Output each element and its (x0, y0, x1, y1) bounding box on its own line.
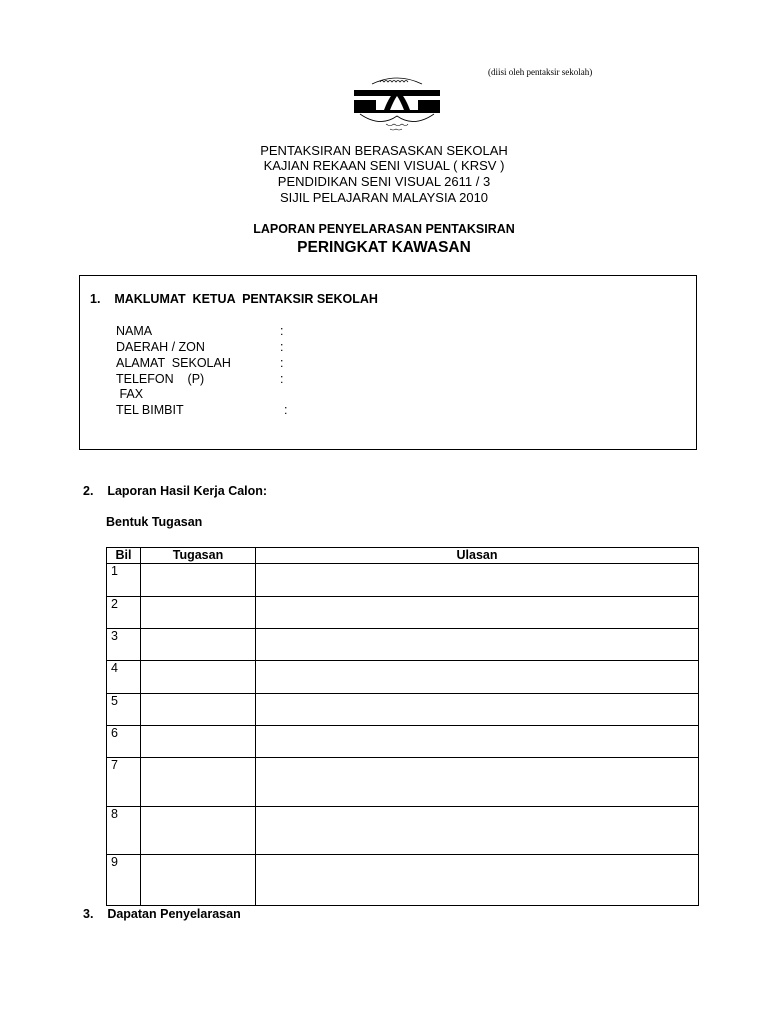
tugasan-cell[interactable] (141, 726, 256, 758)
field-tel-bimbit: TEL BIMBIT (116, 403, 184, 417)
section1-title: 1. MAKLUMAT KETUA PENTAKSIR SEKOLAH (90, 292, 378, 306)
table-row (107, 597, 699, 629)
ulasan-cell[interactable] (256, 694, 699, 726)
ulasan-cell[interactable] (256, 726, 699, 758)
table-header-row (107, 548, 699, 564)
lembaga-peperiksaan-logo (350, 72, 444, 134)
tugasan-cell[interactable] (141, 629, 256, 661)
field-daerah: DAERAH / ZON (116, 340, 205, 354)
level-title: PERINGKAT KAWASAN (297, 239, 471, 256)
table-row (107, 629, 699, 661)
row-number: 5 (107, 694, 141, 726)
tugasan-cell[interactable] (141, 597, 256, 629)
header-line-4: SIJIL PELAJARAN MALAYSIA 2010 (279, 190, 489, 205)
row-number: 4 (107, 661, 141, 694)
colon-nama: : (280, 324, 284, 338)
ulasan-cell[interactable] (256, 661, 699, 694)
header-line-1: PENTAKSIRAN BERASASKAN SEKOLAH (260, 143, 508, 158)
column-header-ulasan: Ulasan (256, 548, 699, 564)
row-number: 9 (107, 855, 141, 906)
field-telefon: TELEFON (P) (116, 372, 205, 386)
row-number: 3 (107, 629, 141, 661)
colon-tel-bimbit: : (284, 403, 288, 417)
tugasan-cell[interactable] (141, 564, 256, 597)
field-alamat: ALAMAT SEKOLAH (116, 356, 231, 370)
tugasan-cell[interactable] (141, 855, 256, 906)
tugasan-cell[interactable] (141, 807, 256, 855)
report-title: LAPORAN PENYELARASAN PENTAKSIRAN (253, 222, 515, 236)
section2-subtitle: Bentuk Tugasan (106, 515, 203, 529)
column-header-tugasan: Tugasan (141, 548, 256, 564)
ulasan-cell[interactable] (256, 807, 699, 855)
form-note: (diisi oleh pentaksir sekolah) (488, 67, 593, 77)
header-line-3: PENDIDIKAN SENI VISUAL 2611 / 3 (277, 174, 491, 189)
table-row (107, 758, 699, 807)
colon-daerah: : (280, 340, 284, 354)
table-row (107, 661, 699, 694)
row-number: 1 (107, 564, 141, 597)
colon-telefon: : (280, 372, 284, 386)
table-row (107, 726, 699, 758)
section3-title: 3. Dapatan Penyelarasan (83, 907, 241, 921)
section1-box (79, 275, 697, 450)
ulasan-cell[interactable] (256, 758, 699, 807)
row-number: 6 (107, 726, 141, 758)
colon-alamat: : (280, 356, 284, 370)
header-line-2: KAJIAN REKAAN SENI VISUAL ( KRSV ) (263, 158, 505, 173)
row-number: 2 (107, 597, 141, 629)
field-fax: FAX (116, 387, 144, 401)
table-row (107, 564, 699, 597)
field-nama: NAMA (116, 324, 153, 338)
tugasan-cell[interactable] (141, 758, 256, 807)
table-row (107, 694, 699, 726)
ulasan-cell[interactable] (256, 855, 699, 906)
row-number: 8 (107, 807, 141, 855)
ulasan-cell[interactable] (256, 564, 699, 597)
tugasan-cell[interactable] (141, 694, 256, 726)
row-number: 7 (107, 758, 141, 807)
table-row (107, 855, 699, 906)
column-header-bil: Bil (107, 548, 141, 564)
tugasan-cell[interactable] (141, 661, 256, 694)
table-row (107, 807, 699, 855)
ulasan-cell[interactable] (256, 629, 699, 661)
tugasan-table (106, 547, 699, 906)
ulasan-cell[interactable] (256, 597, 699, 629)
section2-title: 2. Laporan Hasil Kerja Calon: (83, 484, 268, 498)
